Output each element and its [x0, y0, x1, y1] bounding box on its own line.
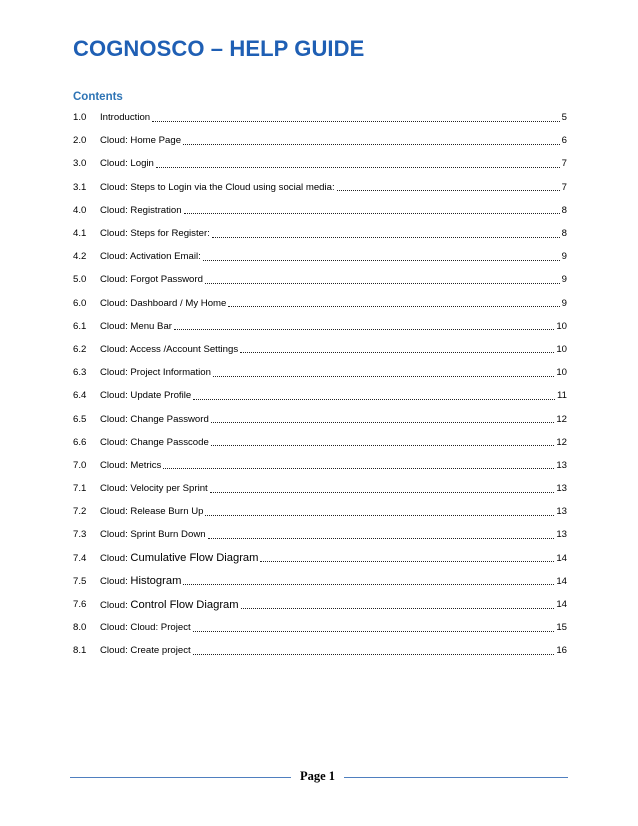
- toc-entry[interactable]: [73, 152, 567, 175]
- toc-entry[interactable]: [73, 500, 567, 523]
- toc-leader: [203, 249, 560, 261]
- toc-leader: [260, 550, 554, 562]
- toc-number: 7.2: [73, 506, 87, 518]
- toc-number: 6.5: [73, 413, 87, 425]
- toc-entry[interactable]: [73, 176, 567, 199]
- toc-number: 7.1: [73, 483, 87, 495]
- toc-title: [100, 599, 239, 611]
- contents-heading: Contents: [73, 91, 123, 103]
- toc-page: 6: [561, 135, 567, 147]
- toc-leader: [210, 481, 555, 493]
- toc-leader: [183, 573, 554, 585]
- toc-leader: [205, 504, 554, 516]
- toc-entry[interactable]: [73, 639, 567, 662]
- toc-page: 13: [556, 506, 567, 518]
- toc-entry[interactable]: [73, 338, 567, 361]
- toc-title: Cloud: Activation Email:: [100, 251, 201, 263]
- toc-page: 7: [561, 181, 567, 193]
- toc-title: Cloud: Steps for Register:: [100, 228, 210, 240]
- toc-leader: [337, 179, 560, 191]
- toc-page: 10: [556, 343, 567, 355]
- toc-title: [100, 552, 258, 564]
- toc-page: 10: [556, 367, 567, 379]
- table-of-contents: [73, 106, 567, 663]
- toc-leader: [163, 457, 554, 469]
- toc-title: Cloud: Forgot Password: [100, 274, 203, 286]
- toc-title: Cloud: Steps to Login via the Cloud using social media:: [100, 181, 335, 193]
- toc-entry[interactable]: [73, 315, 567, 338]
- toc-entry[interactable]: [73, 523, 567, 546]
- toc-leader: [184, 202, 560, 214]
- toc-page: 11: [557, 390, 567, 402]
- toc-title: Cloud: Velocity per Sprint: [100, 483, 208, 495]
- toc-title: Cloud: Cloud: Project: [100, 622, 191, 634]
- toc-number: 6.1: [73, 320, 87, 332]
- toc-leader: [205, 272, 560, 284]
- toc-title-prefix: Cloud:: [100, 599, 131, 611]
- toc-entry[interactable]: [73, 129, 567, 152]
- toc-leader: [183, 133, 560, 145]
- toc-page: 9: [561, 251, 567, 263]
- toc-title: [100, 575, 181, 587]
- toc-number: 7.4: [73, 552, 87, 564]
- toc-entry[interactable]: [73, 292, 567, 315]
- toc-title: Cloud: Login: [100, 158, 154, 170]
- toc-leader: [211, 411, 555, 423]
- toc-entry[interactable]: [73, 106, 567, 129]
- toc-title: Cloud: Change Password: [100, 413, 209, 425]
- toc-number: 6.6: [73, 436, 87, 448]
- toc-number: 5.0: [73, 274, 87, 286]
- toc-title-prefix: Cloud:: [100, 553, 131, 565]
- toc-entry[interactable]: [73, 199, 567, 222]
- toc-entry[interactable]: [73, 361, 567, 384]
- toc-leader: [152, 110, 560, 122]
- toc-page: 13: [556, 483, 567, 495]
- toc-number: 7.0: [73, 459, 87, 471]
- toc-number: 4.2: [73, 251, 87, 263]
- toc-number: 7.3: [73, 529, 87, 541]
- toc-title: Cloud: Project Information: [100, 367, 211, 379]
- toc-leader: [193, 643, 555, 655]
- toc-entry[interactable]: [73, 222, 567, 245]
- toc-title: Cloud: Registration: [100, 204, 182, 216]
- toc-number: 6.2: [73, 343, 87, 355]
- toc-entry[interactable]: [73, 593, 567, 616]
- toc-page: 8: [561, 204, 567, 216]
- toc-title: Cloud: Menu Bar: [100, 320, 172, 332]
- toc-entry[interactable]: [73, 245, 567, 268]
- toc-number: 6.3: [73, 367, 87, 379]
- toc-entry[interactable]: [73, 547, 567, 570]
- toc-leader: [213, 365, 554, 377]
- toc-entry[interactable]: [73, 384, 567, 407]
- toc-entry[interactable]: [73, 431, 567, 454]
- toc-page: 13: [556, 529, 567, 541]
- toc-page: 10: [556, 320, 567, 332]
- toc-number: 2.0: [73, 135, 87, 147]
- toc-title: Cloud: Access /Account Settings: [100, 343, 239, 355]
- toc-page: 5: [561, 112, 567, 124]
- toc-entry[interactable]: [73, 570, 567, 593]
- toc-title-prefix: Cloud:: [100, 576, 131, 588]
- toc-number: 7.5: [73, 575, 87, 587]
- toc-entry[interactable]: [73, 454, 567, 477]
- toc-page: 16: [556, 645, 567, 657]
- toc-page: 15: [556, 622, 567, 634]
- footer-divider-left: [70, 777, 291, 778]
- toc-title-large: Histogram: [130, 575, 182, 588]
- toc-title: Cloud: Metrics: [100, 459, 162, 471]
- toc-page: 9: [561, 274, 567, 286]
- toc-title: Cloud: Home Page: [100, 135, 182, 147]
- toc-leader: [174, 318, 554, 330]
- toc-entry[interactable]: [73, 407, 567, 430]
- toc-leader: [211, 434, 555, 446]
- toc-number: 8.0: [73, 622, 87, 634]
- toc-leader: [193, 620, 555, 632]
- toc-number: 4.0: [73, 204, 87, 216]
- toc-number: 7.6: [73, 599, 87, 611]
- toc-page: 8: [561, 228, 567, 240]
- toc-page: 13: [556, 459, 567, 471]
- page-number: Page 1: [299, 769, 336, 783]
- toc-leader: [212, 226, 560, 238]
- toc-leader: [240, 341, 554, 353]
- toc-number: 3.0: [73, 158, 87, 170]
- toc-page: 9: [561, 297, 567, 309]
- toc-title: Cloud: Release Burn Up: [100, 506, 204, 518]
- toc-title-large: Control Flow Diagram: [130, 598, 239, 611]
- toc-leader: [156, 156, 560, 168]
- toc-title: Cloud: Create project: [100, 645, 191, 657]
- toc-leader: [241, 597, 555, 609]
- toc-title: Cloud: Update Profile: [100, 390, 192, 402]
- toc-number: 4.1: [73, 228, 87, 240]
- toc-page: 14: [556, 575, 567, 587]
- document-title: COGNOSCO – HELP GUIDE: [73, 36, 365, 61]
- toc-leader: [208, 527, 555, 539]
- toc-entry[interactable]: [73, 268, 567, 291]
- toc-entry[interactable]: [73, 616, 567, 639]
- footer-divider-right: [344, 777, 568, 778]
- toc-page: 12: [556, 413, 567, 425]
- toc-number: 1.0: [73, 112, 87, 124]
- toc-title-large: Cumulative Flow Diagram: [130, 552, 259, 565]
- toc-number: 6.4: [73, 390, 87, 402]
- toc-title: Introduction: [100, 112, 151, 124]
- toc-entry[interactable]: [73, 477, 567, 500]
- toc-title: Cloud: Sprint Burn Down: [100, 529, 206, 541]
- toc-title: Cloud: Change Passcode: [100, 436, 209, 448]
- toc-page: 12: [556, 436, 567, 448]
- toc-page: 14: [556, 599, 567, 611]
- toc-number: 3.1: [73, 181, 87, 193]
- toc-leader: [193, 388, 555, 400]
- toc-number: 6.0: [73, 297, 87, 309]
- toc-number: 8.1: [73, 645, 87, 657]
- toc-leader: [228, 295, 559, 307]
- toc-page: 7: [561, 158, 567, 170]
- toc-title: Cloud: Dashboard / My Home: [100, 297, 227, 309]
- toc-page: 14: [556, 552, 567, 564]
